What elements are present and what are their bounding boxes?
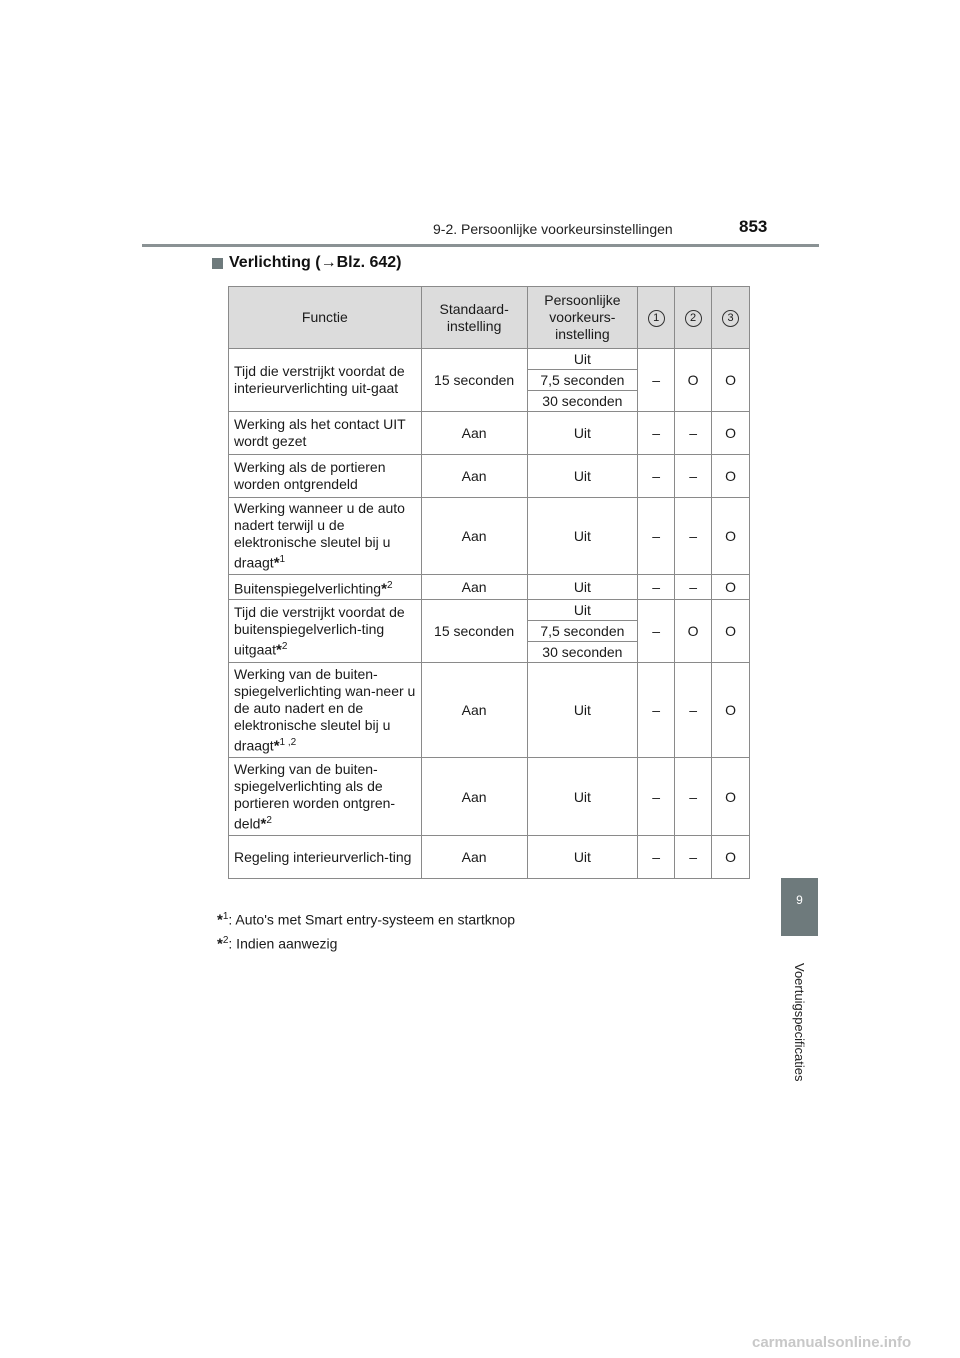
cell-function: Werking als het contact UIT wordt gezet [229,412,422,455]
cell-default: Aan [421,663,527,758]
table-row [229,574,750,600]
col-header-function: Functie [229,287,422,349]
header-rule [142,244,819,247]
section-heading [212,254,402,272]
chapter-label: Voertuigspecificaties [792,963,807,1082]
cell-mark-m2: – [675,663,712,758]
cell-default: Aan [421,498,527,575]
cell-function: Tijd die verstrijkt voordat de interieurverlichting uit-gaat [229,349,422,412]
col-header-personal: Persoonlijke voorkeurs-instelling [527,287,638,349]
cell-default: 15 seconden [421,600,527,663]
cell-mark-m3: O [712,455,750,498]
cell-function: Regeling interieurverlich-ting [229,836,422,879]
table-header-row [229,287,750,349]
circled-2-icon: 2 [685,310,702,327]
col-header-mark-2 [675,287,712,349]
cell-option: Uit [527,498,638,575]
cell-option: 30 seconden [527,642,638,663]
cell-mark-m3: O [712,498,750,575]
cell-default: Aan [421,412,527,455]
cell-option: Uit [527,455,638,498]
cell-option: Uit [527,349,638,370]
cell-mark-m1: – [638,836,675,879]
page-number: 853 [739,217,768,236]
chapter-tab: 9 [781,878,818,936]
cell-mark-m1: – [638,349,675,412]
cell-mark-m1: – [638,758,675,836]
cell-option: 7,5 seconden [527,370,638,391]
table-row [229,836,750,879]
table-row [229,349,750,370]
cell-option: Uit [527,758,638,836]
cell-mark-m2: – [675,836,712,879]
footnote-1: *$^1$: Auto's met Smart entry-systeem en startknop [217,911,516,929]
cell-mark-m3: O [712,574,750,600]
cell-default: Aan [421,574,527,600]
cell-function: Buitenspiegelverlichting*$^2$ [229,574,422,600]
table-row [229,600,750,621]
cell-mark-m1: – [638,600,675,663]
cell-option: Uit [527,836,638,879]
cell-function: Werking van de buiten-spiegelverlichting als de portieren worden ontgren-deld*$^2$ [229,758,422,836]
cell-mark-m1: – [638,455,675,498]
cell-mark-m3: O [712,600,750,663]
cell-default: Aan [421,455,527,498]
cell-mark-m2: – [675,574,712,600]
watermark: carmanualsonline.info [752,1334,912,1351]
cell-option: Uit [527,412,638,455]
cell-mark-m1: – [638,412,675,455]
settings-table [228,286,750,879]
cell-default: 15 seconden [421,349,527,412]
table-row [229,455,750,498]
cell-default: Aan [421,836,527,879]
cell-mark-m2: O [675,349,712,412]
cell-mark-m2: – [675,455,712,498]
cell-mark-m3: O [712,349,750,412]
cell-mark-m2: O [675,600,712,663]
cell-option: Uit [527,600,638,621]
cell-option: 7,5 seconden [527,621,638,642]
circled-1-icon: 1 [648,310,665,327]
cell-function: Werking wanneer u de auto nadert terwijl u de elektronische sleutel bij u draagt*$^1$ [229,498,422,575]
cell-mark-m1: – [638,574,675,600]
footnote-2: *$^2$: Indien aanwezig [217,935,338,953]
cell-mark-m1: – [638,663,675,758]
table-row [229,663,750,758]
cell-mark-m3: O [712,663,750,758]
header-section-title: 9-2. Persoonlijke voorkeursinstellingen [433,221,673,237]
cell-mark-m2: – [675,412,712,455]
circled-3-icon: 3 [722,310,739,327]
cell-mark-m2: – [675,498,712,575]
square-bullet-icon [212,258,223,269]
col-header-default: Standaard-instelling [421,287,527,349]
cell-mark-m3: O [712,412,750,455]
col-header-mark-3 [712,287,750,349]
cell-option: 30 seconden [527,391,638,412]
cell-option: Uit [527,574,638,600]
heading-ref: Blz. 642) [336,254,402,271]
cell-mark-m2: – [675,758,712,836]
cell-mark-m1: – [638,498,675,575]
heading-title: Verlichting ( [229,254,321,271]
cell-mark-m3: O [712,836,750,879]
cell-function: Tijd die verstrijkt voordat de buitenspiegelverlich-ting uitgaat*$^2$ [229,600,422,663]
col-header-mark-1 [638,287,675,349]
cell-function: Werking van de buiten-spiegelverlichting wan-neer u de auto nadert en de elektronische sleutel bij u draagt*$^{1 ,2}$ [229,663,422,758]
table-row [229,758,750,836]
table-row [229,412,750,455]
table-row [229,498,750,575]
cell-default: Aan [421,758,527,836]
arrow-icon: → [320,254,337,271]
table-body [229,349,750,879]
cell-mark-m3: O [712,758,750,836]
cell-function: Werking als de portieren worden ontgrendeld [229,455,422,498]
cell-option: Uit [527,663,638,758]
